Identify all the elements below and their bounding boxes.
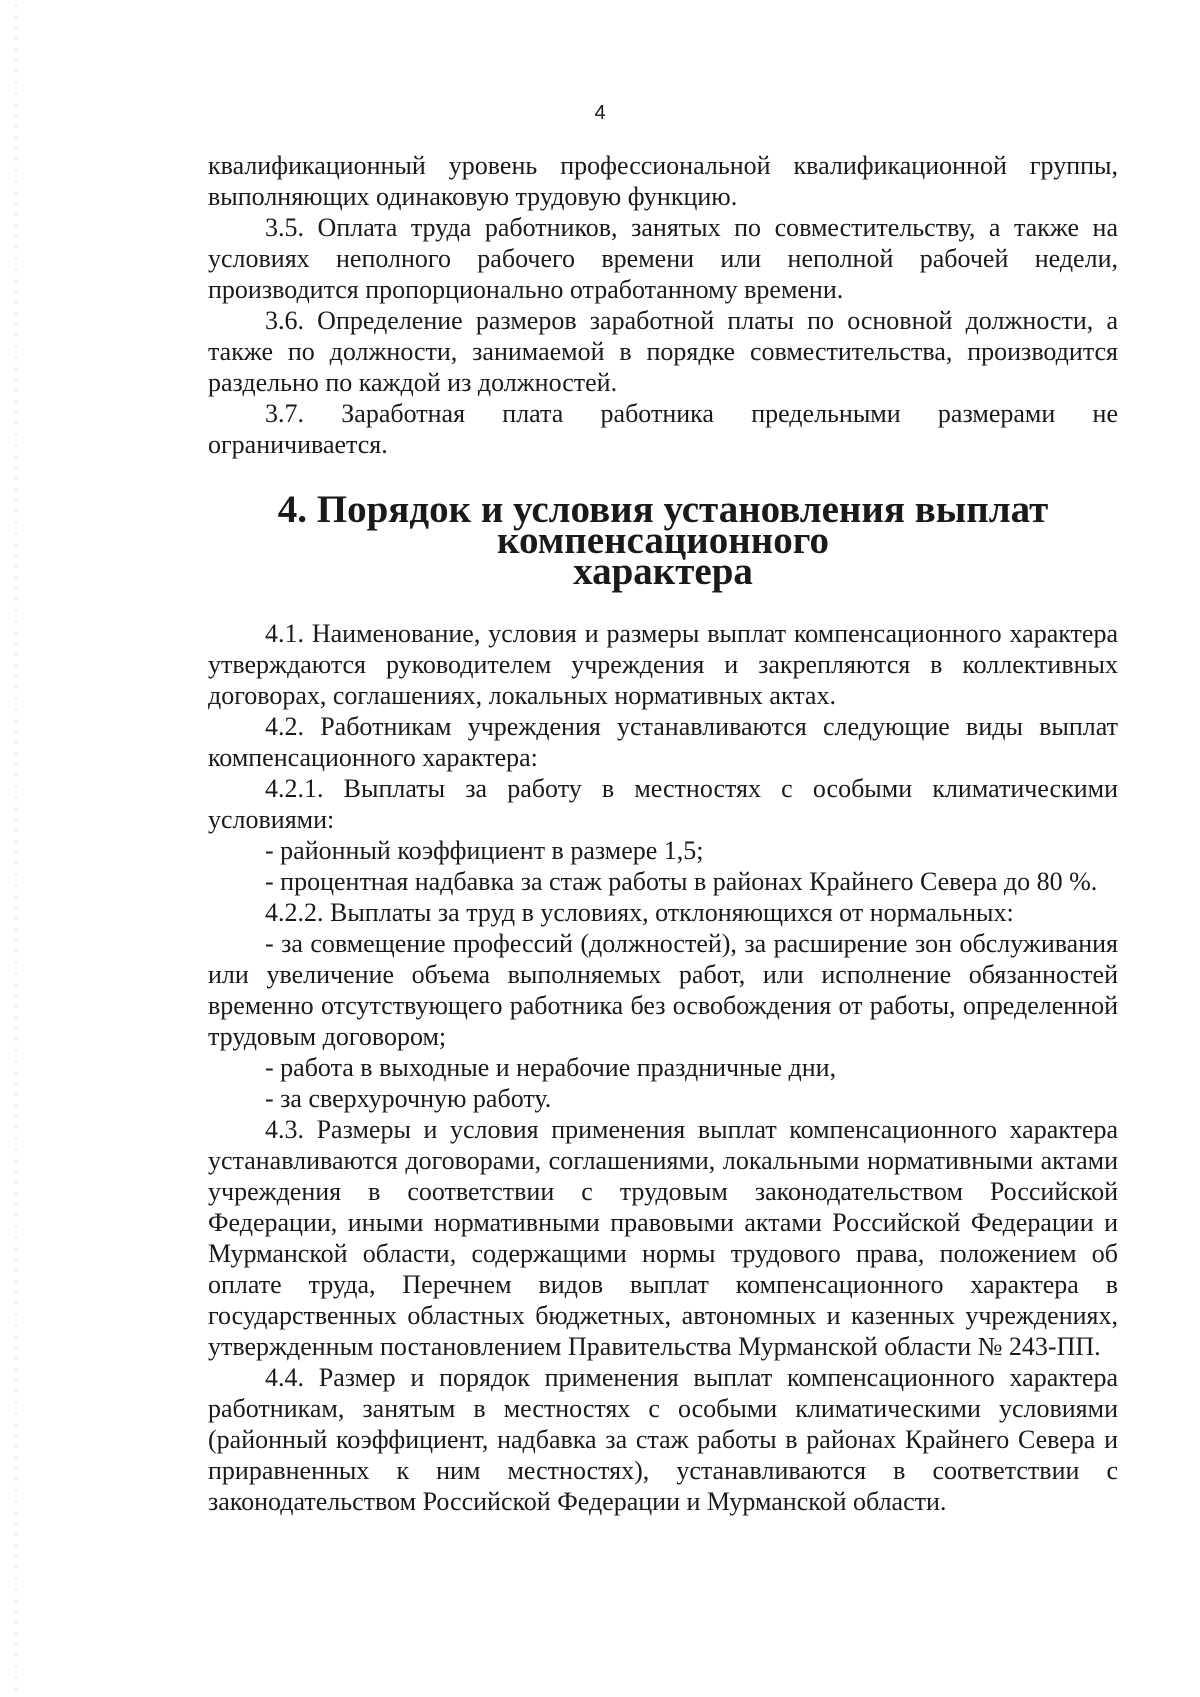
- page-number: 4: [594, 102, 606, 124]
- paragraph-3-7: 3.7. Заработная плата работника предельными размерами не ограничивается.: [208, 399, 1118, 459]
- paragraph-continuation: квалификационный уровень профессиональной квалификационной группы, выполняющих одинаковую трудовую функцию.: [208, 151, 1118, 211]
- list-item-district-coefficient: - районный коэффициент в размере 1,5;: [265, 836, 704, 865]
- section-4-heading-line2: характера: [573, 550, 753, 593]
- list-item-northern-allowance: - процентная надбавка за стаж работы в районах Крайнего Севера до 80 %.: [265, 867, 1098, 896]
- list-item-weekend-work: - работа в выходные и нерабочие праздничные дни,: [265, 1053, 837, 1082]
- paragraph-4-2-1: 4.2.1. Выплаты за работу в местностях с особыми климатическими условиями:: [208, 774, 1118, 834]
- list-item-overtime: - за сверхурочную работу.: [265, 1084, 552, 1113]
- paragraph-4-3: 4.3. Размеры и условия применения выплат компенсационного характера устанавливаются договорами, соглашениями, локальными нормативными актами учреждения в соответствии с трудовым законодательством Российской Федерации, иными нормативными правовыми актами Российской Федерации и Мурманской области, содержащими нормы трудового права, положением об оплате труда, Перечнем видов выплат компенсационного характера в государственных областных бюджетных, автономных и казенных учреждениях, утвержденным постановлением Правительства Мурманской области № 243-ПП.: [208, 1115, 1118, 1361]
- paragraph-3-5: 3.5. Оплата труда работников, занятых по совместительству, а также на условиях неполного рабочего времени или неполной рабочей недели, производится пропорционально отработанному времени.: [208, 213, 1118, 304]
- paragraph-4-1: 4.1. Наименование, условия и размеры выплат компенсационного характера утверждаются руководителем учреждения и закрепляются в коллективных договорах, соглашениях, локальных нормативных актах.: [208, 619, 1118, 710]
- list-item-combining-professions: - за совмещение профессий (должностей), за расширение зон обслуживания или увеличение объема выполняемых работ, или исполнение обязанностей временно отсутствующего работника без освобождения от работы, определенной трудовым договором;: [208, 929, 1118, 1051]
- scan-margin-artifact: [14, 0, 18, 1697]
- section-4-heading: [208, 488, 1118, 593]
- section-4-heading-line1: 4. Порядок и условия установления выплат компенсационного: [277, 488, 1049, 562]
- paragraph-4-4: 4.4. Размер и порядок применения выплат компенсационного характера работникам, занятым в местностях с особыми климатическими условиями (районный коэффициент, надбавка за стаж работы в районах Крайнего Севера и приравненных к ним местностях), устанавливаются в соответствии с законодательством Российской Федерации и Мурманской области.: [208, 1363, 1118, 1516]
- paragraph-4-2: 4.2. Работникам учреждения устанавливаются следующие виды выплат компенсационного характера:: [208, 712, 1118, 772]
- document-body: [208, 150, 1118, 1517]
- paragraph-4-2-2: 4.2.2. Выплаты за труд в условиях, отклоняющихся от нормальных:: [265, 898, 1014, 927]
- paragraph-3-6: 3.6. Определение размеров заработной платы по основной должности, а также по должности, занимаемой в порядке совместительства, производится раздельно по каждой из должностей.: [208, 306, 1118, 397]
